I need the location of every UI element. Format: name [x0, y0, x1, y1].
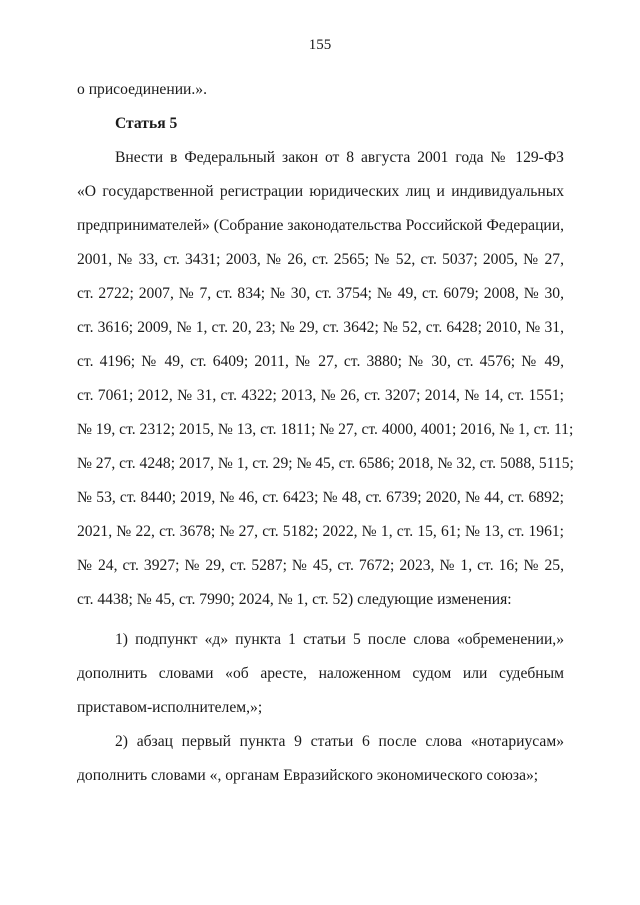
amendment-items: [77, 623, 564, 793]
article-heading-block: [77, 107, 564, 141]
paragraph-line: «О государственной регистрации юридических лиц и индивидуальных: [77, 183, 564, 200]
paragraph-line: № 24, ст. 3927; № 29, ст. 5287; № 45, ст. 7672; 2023, № 1, ст. 16; № 25,: [77, 557, 564, 574]
paragraph-line: № 53, ст. 8440; 2019, № 46, ст. 6423; № 48, ст. 6739; 2020, № 44, ст. 6892;: [77, 489, 564, 506]
paragraph-line: № 19, ст. 2312; 2015, № 13, ст. 1811; № 27, ст. 4000, 4001; 2016, № 1, ст. 11;: [77, 421, 574, 438]
paragraph-line: ст. 3616; 2009, № 1, ст. 20, 23; № 29, ст. 3642; № 52, ст. 6428; 2010, № 31,: [77, 319, 564, 336]
paragraph-line: Внести в Федеральный закон от 8 августа 2001 года № 129-ФЗ: [115, 149, 564, 166]
paragraph-line: ст. 7061; 2012, № 31, ст. 4322; 2013, № 26, ст. 3207; 2014, № 14, ст. 1551;: [77, 387, 564, 404]
paragraph-line: № 27, ст. 4248; 2017, № 1, ст. 29; № 45, ст. 6586; 2018, № 32, ст. 5088, 5115;: [77, 455, 574, 472]
item-line: приставом-исполнителем,»;: [77, 699, 263, 716]
continuation-text-block: [77, 73, 564, 107]
continuation-line: о присоединении.».: [77, 81, 207, 98]
article-heading: Статья 5: [115, 115, 178, 132]
paragraph-line: ст. 4196; № 49, ст. 6409; 2011, № 27, ст. 3880; № 30, ст. 4576; № 49,: [77, 353, 564, 370]
amendment-item-1: [77, 623, 564, 725]
item-line: дополнить словами «, органам Евразийского экономического союза»;: [77, 767, 539, 784]
amendment-item-2: [77, 725, 564, 793]
paragraph-line: ст. 4438; № 45, ст. 7990; 2024, № 1, ст. 52) следующие изменения:: [77, 591, 512, 608]
item-line: 1) подпункт «д» пункта 1 статьи 5 после слова «обременении,»: [115, 631, 564, 648]
page-number: 155: [308, 37, 332, 53]
paragraph-line: предпринимателей» (Собрание законодательства Российской Федерации,: [77, 217, 564, 234]
item-line: дополнить словами «об аресте, наложенном судом или судебным: [77, 665, 564, 682]
paragraph-line: 2021, № 22, ст. 3678; № 27, ст. 5182; 2022, № 1, ст. 15, 61; № 13, ст. 1961;: [77, 523, 564, 540]
item-line: 2) абзац первый пункта 9 статьи 6 после слова «нотариусам»: [115, 733, 564, 750]
paragraph-line: ст. 2722; 2007, № 7, ст. 834; № 30, ст. 3754; № 49, ст. 6079; 2008, № 30,: [77, 285, 564, 302]
article-intro-paragraph: [77, 141, 574, 617]
paragraph-line: 2001, № 33, ст. 3431; 2003, № 26, ст. 2565; № 52, ст. 5037; 2005, № 27,: [77, 251, 564, 268]
